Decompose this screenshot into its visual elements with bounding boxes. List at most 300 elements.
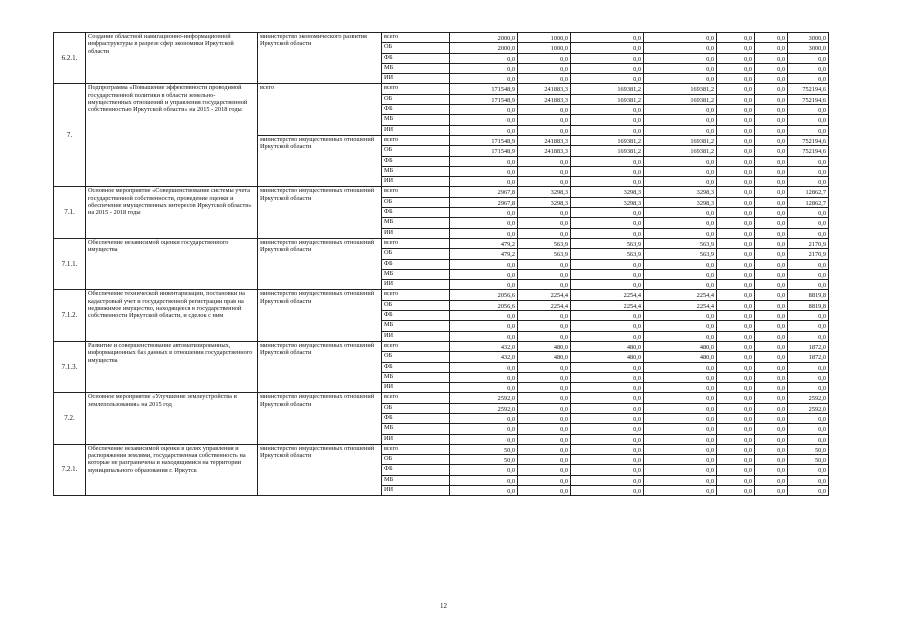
amount-cell: 0,0: [717, 331, 755, 341]
amount-cell: 0,0: [788, 63, 829, 73]
amount-cell: 0,0: [518, 383, 571, 393]
amount-cell: 0,0: [717, 166, 755, 176]
amount-cell: 0,0: [788, 166, 829, 176]
amount-cell: 0,0: [644, 125, 717, 135]
table-row: [54, 341, 829, 351]
amount-cell: 563,9: [571, 238, 644, 248]
amount-cell: 50,0: [788, 455, 829, 465]
amount-cell: 0,0: [571, 331, 644, 341]
funding-source: ФБ: [382, 311, 450, 321]
amount-cell: 0,0: [518, 486, 571, 496]
funding-source: всего: [382, 393, 450, 403]
amount-cell: 0,0: [717, 311, 755, 321]
amount-cell: 0,0: [571, 321, 644, 331]
amount-cell: 563,9: [518, 249, 571, 259]
funding-source: ОБ: [382, 146, 450, 156]
amount-cell: 0,0: [644, 475, 717, 485]
amount-cell: 171548,9: [450, 84, 518, 94]
amount-cell: 0,0: [788, 321, 829, 331]
amount-cell: 0,0: [571, 434, 644, 444]
amount-cell: 0,0: [518, 403, 571, 413]
amount-cell: 0,0: [571, 74, 644, 84]
funding-source: всего: [382, 33, 450, 43]
amount-cell: 0,0: [788, 475, 829, 485]
amount-cell: 0,0: [717, 465, 755, 475]
amount-cell: 0,0: [788, 177, 829, 187]
amount-cell: 169381,2: [571, 146, 644, 156]
amount-cell: 0,0: [755, 125, 788, 135]
amount-cell: 0,0: [755, 228, 788, 238]
amount-cell: 169381,2: [571, 135, 644, 145]
amount-cell: 0,0: [755, 280, 788, 290]
amount-cell: 0,0: [571, 413, 644, 423]
amount-cell: 0,0: [717, 43, 755, 53]
amount-cell: 0,0: [788, 311, 829, 321]
amount-cell: 0,0: [788, 125, 829, 135]
amount-cell: 0,0: [717, 434, 755, 444]
amount-cell: 0,0: [644, 413, 717, 423]
amount-cell: 0,0: [755, 249, 788, 259]
responsible-executor: министерство имущественных отношений Иркутской области: [258, 444, 382, 495]
amount-cell: 0,0: [571, 444, 644, 454]
amount-cell: 0,0: [755, 383, 788, 393]
item-name: Создание областной навигационно-информационной инфраструктуры в разрезе сфер экономики Иркутской области: [86, 33, 258, 84]
amount-cell: 0,0: [644, 331, 717, 341]
amount-cell: 0,0: [450, 53, 518, 63]
amount-cell: 0,0: [571, 43, 644, 53]
amount-cell: 0,0: [518, 280, 571, 290]
amount-cell: 0,0: [717, 393, 755, 403]
amount-cell: 0,0: [644, 434, 717, 444]
amount-cell: 0,0: [717, 372, 755, 382]
amount-cell: 0,0: [717, 362, 755, 372]
item-code: 7.1.: [54, 187, 86, 238]
funding-source: ФБ: [382, 465, 450, 475]
amount-cell: 563,9: [518, 238, 571, 248]
table-row: [54, 84, 829, 94]
funding-source: ФБ: [382, 362, 450, 372]
amount-cell: 0,0: [571, 156, 644, 166]
amount-cell: 0,0: [450, 269, 518, 279]
amount-cell: 0,0: [717, 249, 755, 259]
funding-source: МБ: [382, 424, 450, 434]
amount-cell: 0,0: [788, 424, 829, 434]
funding-source: МБ: [382, 166, 450, 176]
amount-cell: 0,0: [644, 208, 717, 218]
funding-source: МБ: [382, 63, 450, 73]
amount-cell: 0,0: [717, 84, 755, 94]
responsible-executor: министерство имущественных отношений Иркутской области: [258, 393, 382, 444]
amount-cell: 2592,0: [450, 403, 518, 413]
amount-cell: 0,0: [755, 238, 788, 248]
amount-cell: 0,0: [788, 105, 829, 115]
amount-cell: 0,0: [571, 362, 644, 372]
budget-table: [53, 32, 829, 496]
amount-cell: 0,0: [644, 311, 717, 321]
amount-cell: 241883,3: [518, 135, 571, 145]
amount-cell: 0,0: [717, 197, 755, 207]
responsible-executor: министерство имущественных отношений Иркутской области: [258, 135, 382, 186]
amount-cell: 0,0: [518, 393, 571, 403]
amount-cell: 0,0: [755, 208, 788, 218]
amount-cell: 480,0: [644, 352, 717, 362]
amount-cell: 432,0: [450, 352, 518, 362]
amount-cell: 0,0: [755, 84, 788, 94]
amount-cell: 0,0: [644, 280, 717, 290]
funding-source: ИИ: [382, 177, 450, 187]
item-name: Обеспечение технической инвентаризации, постановки на кадастровый учет и государственной регистрации прав на недвижимое имущество, находящееся в государственной собственности Иркутской области, и сделок с ним: [86, 290, 258, 341]
item-code: 7.1.3.: [54, 341, 86, 392]
amount-cell: 0,0: [717, 105, 755, 115]
amount-cell: 50,0: [450, 455, 518, 465]
amount-cell: 0,0: [717, 208, 755, 218]
amount-cell: 480,0: [571, 352, 644, 362]
amount-cell: 0,0: [644, 321, 717, 331]
amount-cell: 0,0: [788, 362, 829, 372]
amount-cell: 0,0: [450, 321, 518, 331]
amount-cell: 0,0: [518, 218, 571, 228]
amount-cell: 0,0: [518, 53, 571, 63]
amount-cell: 2056,6: [450, 300, 518, 310]
funding-source: ФБ: [382, 259, 450, 269]
funding-source: всего: [382, 187, 450, 197]
amount-cell: 0,0: [450, 105, 518, 115]
amount-cell: 0,0: [571, 53, 644, 63]
amount-cell: 0,0: [788, 259, 829, 269]
amount-cell: 2170,9: [788, 249, 829, 259]
amount-cell: 0,0: [788, 383, 829, 393]
amount-cell: 0,0: [755, 331, 788, 341]
item-name: Основное мероприятие «Улучшение землеустройства и землепользования» на 2015 год: [86, 393, 258, 444]
funding-source: ФБ: [382, 105, 450, 115]
amount-cell: 0,0: [755, 362, 788, 372]
amount-cell: 0,0: [755, 311, 788, 321]
amount-cell: 0,0: [755, 177, 788, 187]
amount-cell: 241883,3: [518, 146, 571, 156]
table-row: [54, 187, 829, 197]
funding-source: МБ: [382, 269, 450, 279]
amount-cell: 0,0: [450, 166, 518, 176]
amount-cell: 0,0: [717, 53, 755, 63]
amount-cell: 0,0: [755, 486, 788, 496]
amount-cell: 12862,7: [788, 187, 829, 197]
amount-cell: 0,0: [644, 362, 717, 372]
amount-cell: 0,0: [571, 33, 644, 43]
amount-cell: 2056,6: [450, 290, 518, 300]
amount-cell: 1872,0: [788, 352, 829, 362]
responsible-executor: министерство экономического развития Иркутской области: [258, 33, 382, 84]
amount-cell: 0,0: [450, 63, 518, 73]
amount-cell: 0,0: [755, 434, 788, 444]
amount-cell: 169381,2: [571, 84, 644, 94]
amount-cell: 0,0: [450, 383, 518, 393]
amount-cell: 0,0: [717, 94, 755, 104]
amount-cell: 752194,6: [788, 146, 829, 156]
amount-cell: 2000,0: [450, 33, 518, 43]
amount-cell: 2592,0: [788, 393, 829, 403]
amount-cell: 0,0: [755, 372, 788, 382]
amount-cell: 0,0: [644, 177, 717, 187]
amount-cell: 0,0: [450, 228, 518, 238]
amount-cell: 0,0: [571, 105, 644, 115]
amount-cell: 0,0: [755, 475, 788, 485]
amount-cell: 0,0: [717, 486, 755, 496]
funding-source: ИИ: [382, 228, 450, 238]
amount-cell: 0,0: [644, 486, 717, 496]
amount-cell: 563,9: [644, 238, 717, 248]
amount-cell: 0,0: [571, 269, 644, 279]
amount-cell: 0,0: [518, 362, 571, 372]
funding-source: всего: [382, 290, 450, 300]
amount-cell: 2254,4: [644, 290, 717, 300]
amount-cell: 0,0: [717, 259, 755, 269]
amount-cell: 0,0: [788, 280, 829, 290]
funding-source: всего: [382, 341, 450, 351]
funding-source: ФБ: [382, 156, 450, 166]
amount-cell: 3298,3: [644, 197, 717, 207]
amount-cell: 0,0: [450, 125, 518, 135]
amount-cell: 0,0: [644, 424, 717, 434]
amount-cell: 8819,8: [788, 290, 829, 300]
amount-cell: 0,0: [717, 475, 755, 485]
amount-cell: 0,0: [644, 166, 717, 176]
amount-cell: 169381,2: [644, 146, 717, 156]
amount-cell: 0,0: [518, 475, 571, 485]
amount-cell: 0,0: [644, 393, 717, 403]
funding-source: всего: [382, 238, 450, 248]
amount-cell: 2967,8: [450, 187, 518, 197]
amount-cell: 0,0: [450, 115, 518, 125]
funding-source: ИИ: [382, 125, 450, 135]
amount-cell: 0,0: [450, 475, 518, 485]
amount-cell: 752194,6: [788, 135, 829, 145]
amount-cell: 0,0: [571, 177, 644, 187]
amount-cell: 479,2: [450, 249, 518, 259]
amount-cell: 0,0: [518, 372, 571, 382]
amount-cell: 0,0: [571, 383, 644, 393]
responsible-executor: министерство имущественных отношений Иркутской области: [258, 341, 382, 392]
funding-source: всего: [382, 444, 450, 454]
amount-cell: 0,0: [518, 424, 571, 434]
amount-cell: 2000,0: [450, 43, 518, 53]
amount-cell: 0,0: [755, 269, 788, 279]
amount-cell: 3298,3: [644, 187, 717, 197]
amount-cell: 480,0: [518, 341, 571, 351]
amount-cell: 0,0: [450, 362, 518, 372]
amount-cell: 0,0: [450, 413, 518, 423]
amount-cell: 0,0: [755, 352, 788, 362]
amount-cell: 0,0: [450, 74, 518, 84]
table-row: [54, 290, 829, 300]
amount-cell: 0,0: [518, 269, 571, 279]
amount-cell: 432,0: [450, 341, 518, 351]
funding-source: ОБ: [382, 300, 450, 310]
amount-cell: 0,0: [518, 228, 571, 238]
amount-cell: 0,0: [450, 311, 518, 321]
amount-cell: 0,0: [518, 413, 571, 423]
funding-source: ФБ: [382, 208, 450, 218]
amount-cell: 0,0: [717, 228, 755, 238]
amount-cell: 2254,4: [518, 290, 571, 300]
funding-source: ИИ: [382, 434, 450, 444]
responsible-executor: министерство имущественных отношений Иркутской области: [258, 187, 382, 238]
amount-cell: 0,0: [518, 166, 571, 176]
amount-cell: 0,0: [717, 455, 755, 465]
amount-cell: 0,0: [518, 259, 571, 269]
amount-cell: 0,0: [644, 228, 717, 238]
amount-cell: 0,0: [755, 197, 788, 207]
item-code: 6.2.1.: [54, 33, 86, 84]
amount-cell: 0,0: [717, 424, 755, 434]
amount-cell: 0,0: [788, 208, 829, 218]
table-row: [54, 393, 829, 403]
amount-cell: 0,0: [755, 321, 788, 331]
amount-cell: 0,0: [644, 269, 717, 279]
funding-source: ОБ: [382, 352, 450, 362]
amount-cell: 3000,0: [788, 43, 829, 53]
amount-cell: 0,0: [518, 444, 571, 454]
amount-cell: 0,0: [717, 238, 755, 248]
responsible-executor: всего: [258, 84, 382, 135]
responsible-executor: министерство имущественных отношений Иркутской области: [258, 290, 382, 341]
amount-cell: 0,0: [518, 455, 571, 465]
amount-cell: 0,0: [450, 218, 518, 228]
amount-cell: 0,0: [644, 455, 717, 465]
amount-cell: 0,0: [571, 280, 644, 290]
amount-cell: 0,0: [518, 115, 571, 125]
amount-cell: 480,0: [571, 341, 644, 351]
funding-source: ИИ: [382, 74, 450, 84]
amount-cell: 0,0: [571, 372, 644, 382]
amount-cell: 0,0: [755, 146, 788, 156]
amount-cell: 3298,3: [518, 197, 571, 207]
amount-cell: 0,0: [788, 218, 829, 228]
item-name: Основное мероприятие «Совершенствование системы учета государственной собственности, проведение оценки и обеспечение имущественных интересов Иркутской области» на 2015 - 2018 годы: [86, 187, 258, 238]
amount-cell: 0,0: [717, 341, 755, 351]
amount-cell: 0,0: [755, 424, 788, 434]
amount-cell: 0,0: [755, 166, 788, 176]
table-row: [54, 444, 829, 454]
amount-cell: 0,0: [450, 424, 518, 434]
item-code: 7.1.2.: [54, 290, 86, 341]
amount-cell: 0,0: [644, 444, 717, 454]
amount-cell: 169381,2: [644, 135, 717, 145]
amount-cell: 0,0: [788, 331, 829, 341]
amount-cell: 0,0: [717, 125, 755, 135]
funding-source: ОБ: [382, 43, 450, 53]
amount-cell: 0,0: [717, 352, 755, 362]
page-number: 12: [440, 602, 447, 610]
item-name: Обеспечение независимой оценки в целях управления и распоряжения землями, государственная собственность на которые не разграничена и находящимися на территории муниципального образования г. Иркутск: [86, 444, 258, 495]
amount-cell: 0,0: [717, 444, 755, 454]
amount-cell: 0,0: [755, 156, 788, 166]
amount-cell: 0,0: [788, 413, 829, 423]
funding-source: МБ: [382, 218, 450, 228]
item-name: Обеспечение независимой оценки государственного имущества: [86, 238, 258, 289]
amount-cell: 0,0: [788, 74, 829, 84]
amount-cell: 0,0: [644, 156, 717, 166]
amount-cell: 0,0: [571, 218, 644, 228]
funding-source: ИИ: [382, 331, 450, 341]
funding-source: ОБ: [382, 455, 450, 465]
funding-source: ОБ: [382, 197, 450, 207]
amount-cell: 241883,3: [518, 94, 571, 104]
amount-cell: 169381,2: [644, 84, 717, 94]
amount-cell: 0,0: [571, 228, 644, 238]
funding-source: всего: [382, 84, 450, 94]
amount-cell: 171548,9: [450, 146, 518, 156]
amount-cell: 0,0: [788, 372, 829, 382]
amount-cell: 1000,0: [518, 43, 571, 53]
amount-cell: 3298,3: [571, 187, 644, 197]
amount-cell: 0,0: [571, 403, 644, 413]
amount-cell: 0,0: [717, 290, 755, 300]
amount-cell: 0,0: [644, 33, 717, 43]
amount-cell: 0,0: [518, 208, 571, 218]
amount-cell: 0,0: [788, 434, 829, 444]
amount-cell: 563,9: [644, 249, 717, 259]
amount-cell: 0,0: [755, 403, 788, 413]
item-name: Развитие и совершенствование автоматизированных, информационных баз данных в отношении государственного имущества: [86, 341, 258, 392]
amount-cell: 1000,0: [518, 33, 571, 43]
amount-cell: 171548,9: [450, 94, 518, 104]
amount-cell: 8819,8: [788, 300, 829, 310]
amount-cell: 0,0: [788, 228, 829, 238]
amount-cell: 0,0: [717, 74, 755, 84]
amount-cell: 12862,7: [788, 197, 829, 207]
funding-source: МБ: [382, 372, 450, 382]
amount-cell: 0,0: [755, 63, 788, 73]
amount-cell: 0,0: [717, 146, 755, 156]
funding-source: ИИ: [382, 486, 450, 496]
amount-cell: 0,0: [571, 208, 644, 218]
amount-cell: 0,0: [571, 115, 644, 125]
amount-cell: 0,0: [755, 187, 788, 197]
amount-cell: 0,0: [571, 63, 644, 73]
amount-cell: 0,0: [755, 290, 788, 300]
amount-cell: 2254,4: [571, 290, 644, 300]
funding-source: ФБ: [382, 413, 450, 423]
amount-cell: 0,0: [518, 177, 571, 187]
amount-cell: 0,0: [518, 125, 571, 135]
amount-cell: 752194,6: [788, 84, 829, 94]
amount-cell: 0,0: [755, 300, 788, 310]
amount-cell: 0,0: [644, 403, 717, 413]
funding-source: МБ: [382, 115, 450, 125]
amount-cell: 0,0: [717, 187, 755, 197]
amount-cell: 480,0: [518, 352, 571, 362]
funding-source: ОБ: [382, 249, 450, 259]
amount-cell: 0,0: [644, 63, 717, 73]
amount-cell: 0,0: [571, 259, 644, 269]
table-row: [54, 238, 829, 248]
amount-cell: 0,0: [518, 105, 571, 115]
amount-cell: 0,0: [571, 475, 644, 485]
item-code: 7.1.1.: [54, 238, 86, 289]
amount-cell: 0,0: [644, 43, 717, 53]
funding-source: ИИ: [382, 383, 450, 393]
amount-cell: 0,0: [518, 331, 571, 341]
amount-cell: 0,0: [755, 465, 788, 475]
amount-cell: 0,0: [518, 156, 571, 166]
amount-cell: 2170,9: [788, 238, 829, 248]
amount-cell: 0,0: [717, 33, 755, 43]
amount-cell: 0,0: [755, 105, 788, 115]
amount-cell: 0,0: [450, 280, 518, 290]
amount-cell: 0,0: [755, 74, 788, 84]
amount-cell: 0,0: [717, 269, 755, 279]
amount-cell: 752194,6: [788, 94, 829, 104]
